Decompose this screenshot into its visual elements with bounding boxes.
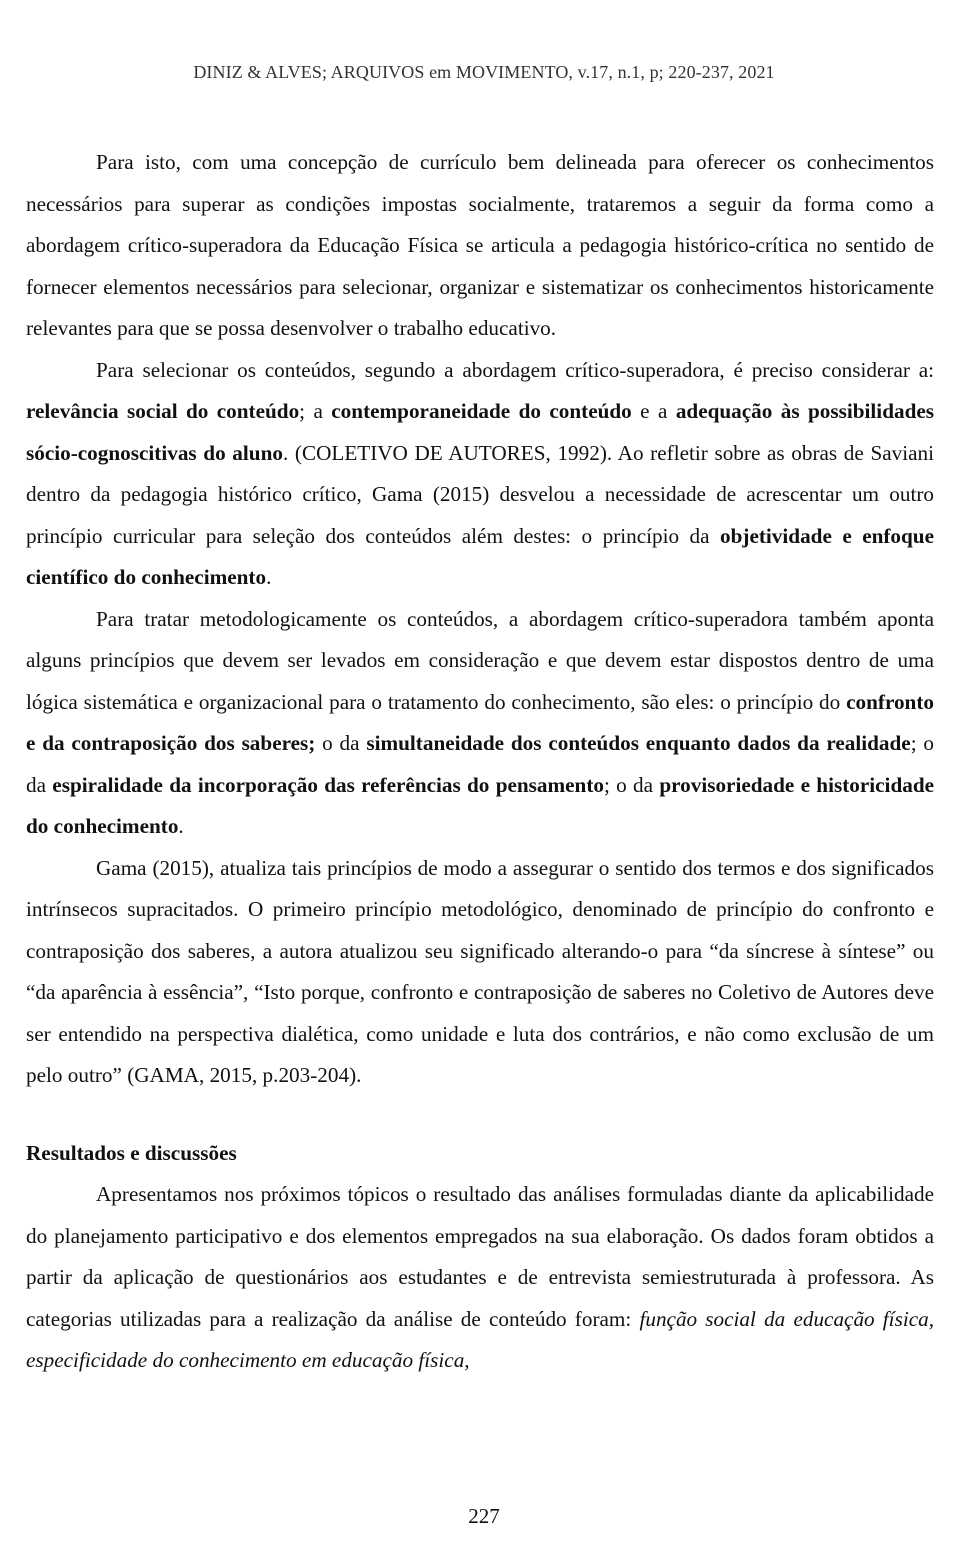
paragraph-content-selection [26, 350, 934, 599]
text-span: . [266, 565, 272, 589]
bold-term-confrontation: confronto e da contraposição dos saberes; [26, 689, 934, 755]
text-span: ; o da [604, 772, 660, 797]
paragraph-curriculum-conception: Para isto, com uma concepção de currículo bem delineada para oferecer os conhecimentos necessários para superar as condições impostas socialmente, trataremos a seguir da forma como a abordagem crítico-superadora da Educação Física se articula a pedagogia histórico-crítica no sentido de fornecer elementos necessários para selecionar, organizar e sistematizar os conhecimentos historicamente relevantes para que se possa desenvolver o trabalho educativo. [26, 150, 934, 340]
text-span: Apresentamos nos próximos tópicos o resultado das análises formuladas diante da aplicabilidade do planejamento participativo e dos elementos empregados na sua elaboração. Os dados foram obtidos a partir da aplicação de questionários aos estudantes e de entrevista semiestruturada à professora. As categorias utilizadas para a realização da análise de conteúdo foram: [26, 1182, 934, 1331]
text-span: Para tratar metodologicamente os conteúdos, a abordagem crítico-superadora também aponta alguns princípios que devem ser levados em consideração e que devem estar dispostos dentro de uma lógica sistemática e organizacional para o tratamento do conhecimento, são eles: o princípio do [26, 606, 934, 714]
text-span: e a [631, 399, 676, 423]
paragraph-results-intro [26, 1174, 934, 1382]
bold-term-simultaneity: simultaneidade dos conteúdos enquanto dados da realidade [366, 731, 911, 755]
page-number: 227 [468, 1504, 500, 1528]
bold-term-provisionality: provisoriedade e historicidade do conhecimento [26, 772, 935, 838]
paragraph-gama-update: Gama (2015), atualiza tais princípios de modo a assegurar o sentido dos termos e dos significados intrínsecos supracitados. O primeiro princípio metodológico, denominado de princípio do confronto e contraposição dos saberes, a autora atualizou seu significado alterando-o para “da síncrese à síntese” ou “da aparência à essência”, “Isto porque, confronto e contraposição de saberes no Coletivo de Autores deve ser entendido na perspectiva dialética, como unidade e luta dos contrários, e não como exclusão de um pelo outro” (GAMA, 2015, p.203-204). [26, 855, 934, 1087]
text-span: . [178, 814, 184, 838]
text-span: Para selecionar os conteúdos, segundo a abordagem crítico-superadora, é preciso considerar a: [96, 357, 934, 382]
bold-term-adequacy: adequação às possibilidades sócio-cognoscitivas do aluno [26, 399, 935, 465]
running-header: DINIZ & ALVES; ARQUIVOS em MOVIMENTO, v.17, n.1, p; 220-237, 2021 [193, 62, 775, 82]
bold-term-contemporaneity: contemporaneidade do conteúdo [331, 399, 632, 423]
page-body [26, 142, 934, 1382]
text-span: ; a [299, 399, 332, 423]
paragraph-methodological-principles [26, 599, 934, 848]
text-span: ; o da [26, 731, 935, 797]
bold-term-social-relevance: relevância social do conteúdo [26, 399, 300, 423]
section-heading: Resultados e discussões [26, 1140, 237, 1165]
bold-term-spirality: espiralidade da incorporação das referências do pensamento [52, 772, 604, 797]
text-span: o da [315, 731, 367, 755]
italic-categories: função social da educação física, especificidade do conhecimento em educação física, [26, 1306, 934, 1372]
bold-term-objectivity: objetividade e enfoque científico do conhecimento [26, 523, 934, 589]
text-span: . (COLETIVO DE AUTORES, 1992). Ao refletir sobre as obras de Saviani dentro da pedagogia histórico crítico, Gama (2015) desvelou a necessidade de acrescentar um outro princípio curricular para seleção dos conteúdos além destes: o princípio da [26, 440, 934, 548]
